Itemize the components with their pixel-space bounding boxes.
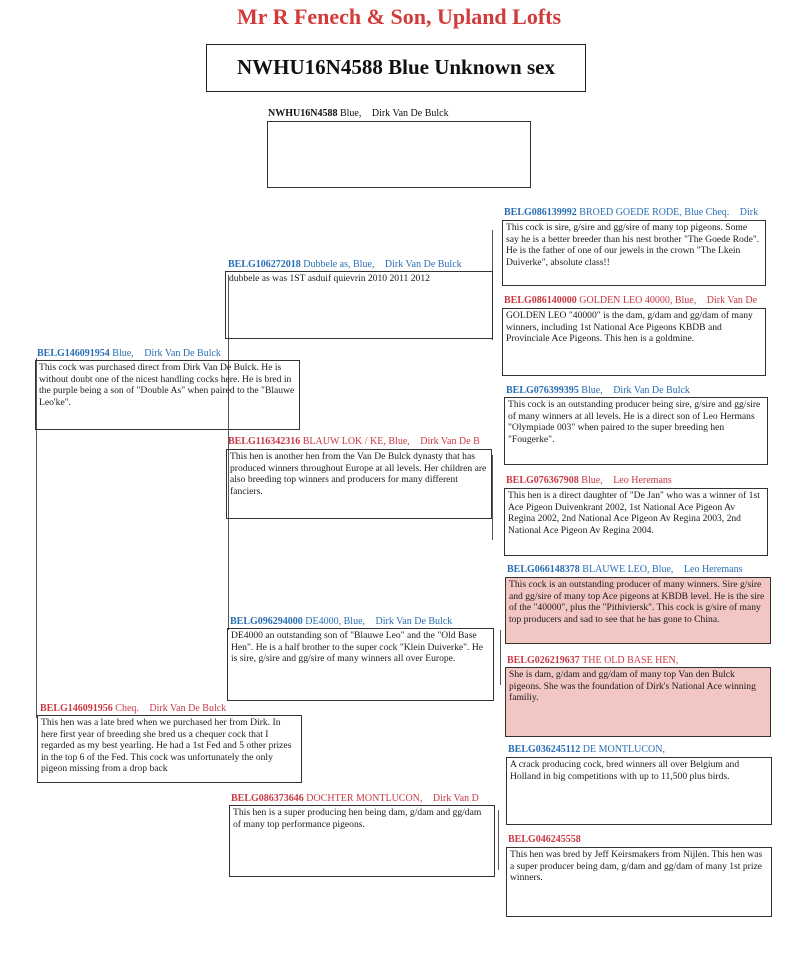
subject-label	[268, 108, 538, 120]
sds-notes-box: This cock is an outstanding producer being sire, g/sire and gg/sire of many winners at all levels. He is a direct son of Leo Hermans "Olympiade 003" when paired to the super breeding hen "Fougerke".	[504, 397, 768, 465]
sss-notes-box: This cock is sire, g/sire and gg/sire of many top pigeons. Some say he is a better breeder than his nest brother "The Goede Rode". He is the father of one of our jewels in the crown "The Lkein Duiverke", absolute class!!	[502, 220, 766, 286]
breeder: Leo Heremans	[683, 564, 743, 575]
dam-notes-box: DE4000 an outstanding son of "Blauwe Leo" and the "Old Base Hen". He is a half brother to the super cock "Klein Duiverke". He is sire, g/sire and gg/sire of many winners all over Europe.	[227, 628, 494, 701]
subject-notes-box	[267, 121, 531, 188]
ring-number: BELG036245112	[508, 744, 581, 755]
sss-label	[504, 207, 780, 219]
sire-sire-label	[37, 348, 297, 360]
sdd-label	[506, 475, 780, 487]
breeder: Dirk Van De Bulck	[144, 348, 221, 359]
ddd-notes-box: This hen was bred by Jeff Keirsmakers from Nijlen. This hen was a super producer being dam, g/dam and gg/dam of many 1st prize winners.	[506, 847, 772, 917]
ring-number: BELG076367908	[506, 475, 579, 486]
dam-label	[230, 616, 500, 628]
ring-number: BELG086140000	[504, 295, 577, 306]
dsd-notes-box: She is dam, g/dam and gg/dam of many top Van den Bulck pigeons. She was the foundation of Dirk's National Ace winning familiy.	[505, 667, 771, 737]
ring-number: BELG046245558	[508, 834, 581, 845]
dam-sire-label	[40, 703, 300, 715]
pigeon-name: BLAUW LOK / KE, Blue,	[302, 436, 410, 447]
ssd-notes-box: GOLDEN LEO "40000" is the dam, g/dam and gg/dam of many winners, including 1st National Ace Pigeons KBDB and Provinciale Ace Pigeons. This hen is a goldmine.	[502, 308, 766, 376]
dss-notes-box: This cock is an outstanding producer of many winners. Sire g/sire and gg/sire of many top Ace pigeons at KBDB level. He is the sire of the "40000", plus the "Pithiviersk". This cock is g/sire of many top producers and sad to see that he has gone to China.	[505, 577, 771, 644]
pigeon-name: DOCHTER MONTLUCON,	[306, 793, 423, 804]
ring-number: BELG106272018	[228, 259, 301, 270]
dsd-label	[507, 655, 781, 667]
pigeon-name: Cheq.	[115, 703, 139, 714]
connector-line	[492, 455, 493, 540]
breeder: Dirk Van De Bulck	[375, 616, 453, 627]
ring-number: BELG086373646	[231, 793, 304, 804]
ddd-label	[508, 834, 782, 846]
pigeon-name: DE MONTLUCON,	[582, 744, 665, 755]
breeder: Dirk Van De Bulck	[371, 108, 449, 119]
ring-number: BELG146091956	[40, 703, 113, 714]
sire-sire-notes-box: This cock was purchased direct from Dirk Van De Bulck. He is without doubt one of the nicest handling cocks here. He is bred in the purple being a son of "Double As" when paired to the "Blauwe Leo'ke".	[35, 360, 300, 430]
breeder: Leo Heremans	[613, 475, 672, 486]
pigeon-name: DE4000, Blue,	[305, 616, 366, 627]
pigeon-name: Dubbele as, Blue,	[303, 259, 375, 270]
pigeon-name: Blue,	[581, 385, 603, 396]
breeder: Dirk Van De Bulck	[149, 703, 227, 714]
subject-heading: NWHU16N4588 Blue Unknown sex	[206, 44, 586, 92]
connector-line	[500, 630, 501, 685]
sdd-notes-box: This hen is a direct daughter of "De Jan" who was a winner of 1st Ace Pigeon Duivenkrant 2002, 1st National Ace Pigeon Av Regina 2002, 2nd National Ace Pigeon Av Regina 2003, 2nd National Ace Pigeon Av Regina 2004.	[504, 488, 768, 556]
dds-label	[508, 744, 782, 756]
pigeon-name: BLAUWE LEO, Blue,	[582, 564, 674, 575]
ring-number: BELG086139992	[504, 207, 577, 218]
ring-number: NWHU16N4588	[268, 108, 338, 119]
breeder: Dirk Van D	[432, 793, 479, 804]
dss-label	[507, 564, 781, 576]
breeder: Dirk Van De B	[420, 436, 480, 447]
breeder: Dirk Van De	[706, 295, 758, 306]
ring-number: BELG076399395	[506, 385, 579, 396]
dds-notes-box: A crack producing cock, bred winners all over Belgium and Holland in big competitions with up to 11,500 plus birds.	[506, 757, 772, 825]
dam-sire-notes-box: This hen was a late bred when we purchased her from Dirk. In here first year of breeding she bred us a chequer cock that I regarded as my best yearling. He had a 1st Fed and 5 other prizes in the top 6 of the Fed. This cock was unfortunately the only pigeon missing from a drop back	[37, 715, 302, 783]
dam-dam-notes-box: This hen is a super producing hen being dam, g/dam and gg/dam of many top performance pigeons.	[229, 805, 495, 877]
sire-dam-notes-box: This hen is another hen from the Van De Bulck dynasty that has produced winners throughout Europe at all levels. Her children are also breeding top winners and producers for many different fanciers.	[226, 449, 492, 519]
ring-number: BELG096294000	[230, 616, 303, 627]
pigeon-name: Blue,	[581, 475, 603, 486]
pigeon-name: BROED GOEDE RODE, Blue Cheq.	[579, 207, 730, 218]
breeder: Dirk	[739, 207, 759, 218]
page-title: Mr R Fenech & Son, Upland Lofts	[236, 4, 562, 29]
dam-dam-label	[231, 793, 501, 805]
breeder: Dirk Van De Bulck	[613, 385, 690, 396]
connector-line	[498, 810, 499, 870]
ring-number: BELG146091954	[37, 348, 110, 359]
ring-number: BELG066148378	[507, 564, 580, 575]
ring-number: BELG116342316	[228, 436, 301, 447]
pigeon-name: Blue,	[339, 108, 362, 119]
sds-label	[506, 385, 780, 397]
sire-notes-box: dubbele as was 1ST asduif quievrin 2010 2011 2012	[225, 271, 493, 339]
sire-label	[228, 259, 498, 271]
pigeon-name: GOLDEN LEO 40000, Blue,	[579, 295, 697, 306]
pigeon-name: Blue,	[112, 348, 134, 359]
breeder: Dirk Van De Bulck	[384, 259, 462, 270]
pigeon-name: THE OLD BASE HEN,	[582, 655, 679, 666]
ring-number: BELG026219637	[507, 655, 580, 666]
ssd-label	[504, 295, 780, 307]
sire-dam-label	[228, 436, 500, 448]
